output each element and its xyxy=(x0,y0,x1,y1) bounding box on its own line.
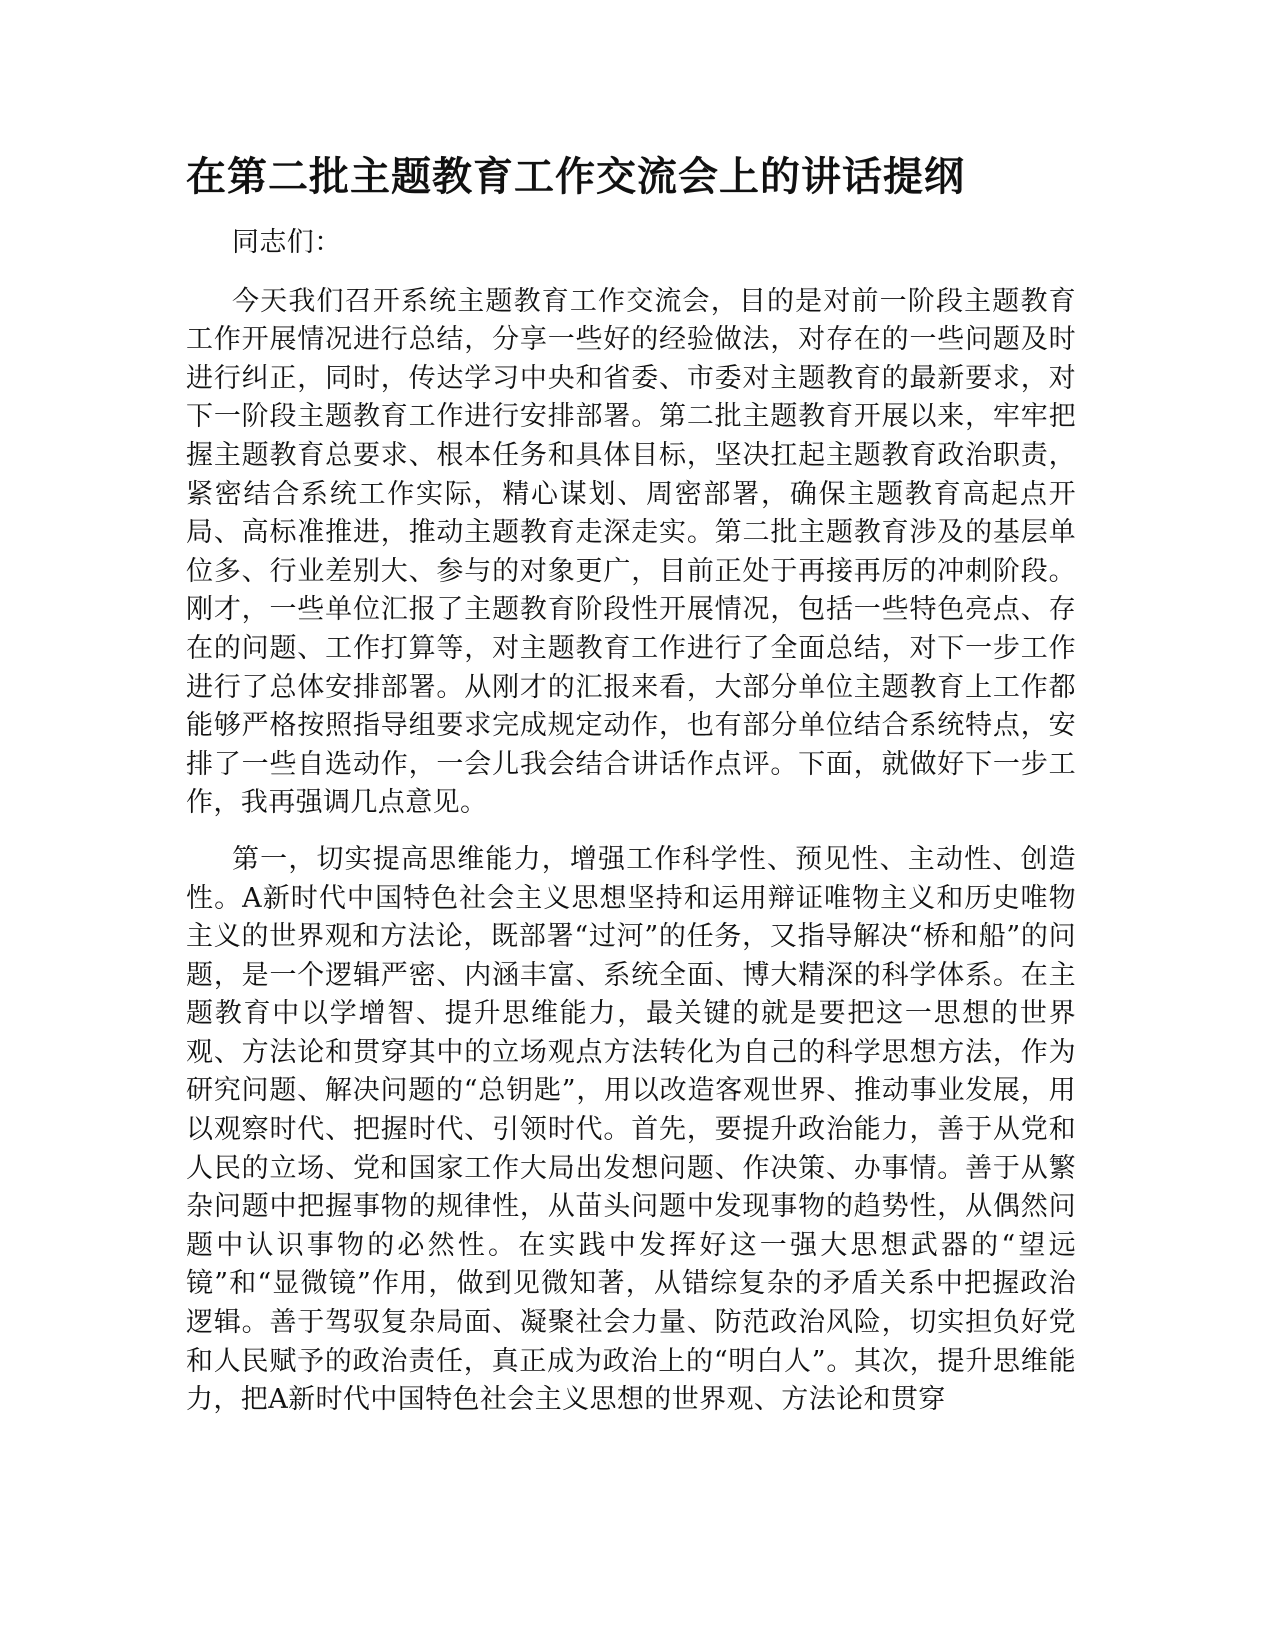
salutation: 同志们： xyxy=(232,227,342,258)
body-paragraph-1: 今天我们召开系统主题教育工作交流会，目的是对前一阶段主题教育工作开展情况进行总结，分享一些好的经验做法，对存在的一些问题及时进行纠正，同时，传达学习中央和省委、市委对主题教育的最新要求，对下一阶段主题教育工作进行安排部署。第二批主题教育开展以来，牢牢把握主题教育总要求、根本任务和具体目标，坚决扛起主题教育政治职责，紧密结合系统工作实际，精心谋划、周密部署，确保主题教育高起点开局、高标准推进，推动主题教育走深走实。第二批主题教育涉及的基层单位多、行业差别大、参与的对象更广，目前正处于再接再厉的冲刺阶段。刚才，一些单位汇报了主题教育阶段性开展情况，包括一些特色亮点、存在的问题、工作打算等，对主题教育工作进行了全面总结，对下一步工作进行了总体安排部署。从刚才的汇报来看，大部分单位主题教育上工作都能够严格按照指导组要求完成规定动作，也有部分单位结合系统特点，安排了一些自选动作，一会儿我会结合讲话作点评。下面，就做好下一步工作，我再强调几点意见。 xyxy=(186,285,1076,819)
page-title: 在第二批主题教育工作交流会上的讲话提纲 xyxy=(186,154,965,200)
document-body xyxy=(186,224,1076,1438)
body-paragraph-2: 第一，切实提高思维能力，增强工作科学性、预见性、主动性、创造性。A新时代中国特色社会主义思想坚持和运用辩证唯物主义和历史唯物主义的世界观和方法论，既部署“过河”的任务，又指导解决“桥和船”的问题，是一个逻辑严密、内涵丰富、系统全面、博大精深的科学体系。在主题教育中以学增智、提升思维能力，最关键的就是要把这一思想的世界观、方法论和贯穿其中的立场观点方法转化为自己的科学思想方法，作为研究问题、解决问题的“总钥匙”，用以改造客观世界、推动事业发展，用以观察时代、把握时代、引领时代。首先，要提升政治能力，善于从党和人民的立场、党和国家工作大局出发想问题、作决策、办事情。善于从繁杂问题中把握事物的规律性，从苗头问题中发现事物的趋势性，从偶然问题中认识事物的必然性。在实践中发挥好这一强大思想武器的“望远镜”和“显微镜”作用，做到见微知著，从错综复杂的矛盾关系中把握政治逻辑。善于驾驭复杂局面、凝聚社会力量、防范政治风险，切实担负好党和人民赋予的政治责任，真正成为政治上的“明白人”。其次，提升思维能力，把A新时代中国特色社会主义思想的世界观、方法论和贯穿 xyxy=(186,843,1076,1416)
